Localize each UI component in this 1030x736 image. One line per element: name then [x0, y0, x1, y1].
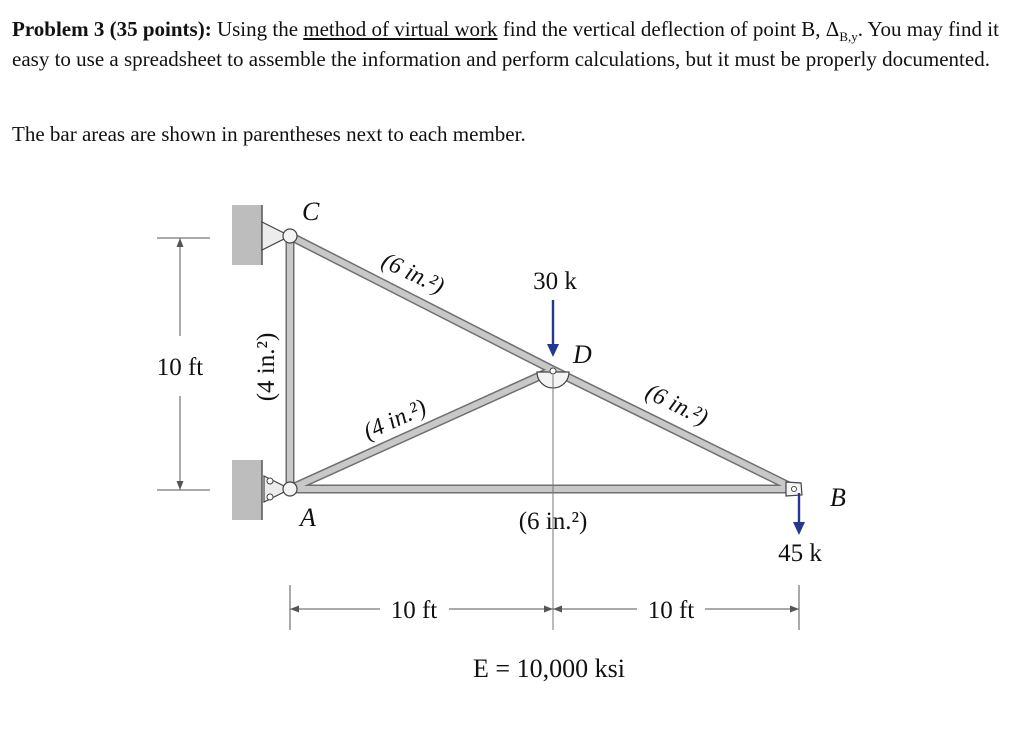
- span-arrow-a: [290, 606, 299, 613]
- joint-a: [283, 482, 297, 496]
- joint-c: [283, 229, 297, 243]
- area-label-ac: (4 in.²): [253, 332, 280, 402]
- modulus-label: E = 10,000 ksi: [473, 654, 625, 683]
- joint-b-pin: [792, 487, 797, 492]
- dim-label-span-right: 10 ft: [647, 597, 695, 624]
- member-db: [553, 370, 795, 489]
- span-arrow-mid-left: [544, 606, 553, 613]
- member-cd: [290, 236, 553, 370]
- load-arrow-b-head: [793, 522, 805, 535]
- height-dim-arrow-top: [177, 238, 184, 247]
- problem-text-2: find the vertical deflection of point B, Δ: [497, 17, 840, 41]
- load-label-d: 30 k: [533, 268, 577, 295]
- dim-label-span-left: 10 ft: [390, 597, 438, 624]
- area-label-ab: (6 in.²): [518, 508, 588, 535]
- wall-support-c: [232, 205, 262, 265]
- area-label-db: (6 in.²): [641, 379, 712, 432]
- span-arrow-mid-right: [553, 606, 562, 613]
- roller-a-bottom: [267, 494, 273, 500]
- joint-d-pin: [550, 368, 556, 374]
- delta-subscript: B,y: [839, 29, 858, 45]
- problem-text-3: . You may find it easy to use a spreadsheet to assemble the information and perform calculations, but it must be properly documented.: [12, 17, 999, 71]
- span-arrow-b: [790, 606, 799, 613]
- node-label-b: B: [830, 483, 846, 512]
- node-label-c: C: [302, 197, 320, 226]
- node-label-a: A: [300, 503, 316, 532]
- load-arrow-d-head: [547, 344, 559, 357]
- bar-area-note: The bar areas are shown in parentheses next to each member.: [12, 122, 526, 146]
- load-label-b: 45 k: [778, 540, 822, 567]
- member-ad: [290, 370, 553, 489]
- problem-text-1: Using the: [211, 17, 304, 41]
- roller-a-top: [267, 478, 273, 484]
- wall-support-a: [232, 460, 262, 520]
- dim-label-height: 10 ft: [156, 354, 204, 381]
- area-label-ad: (4 in.²): [359, 394, 431, 446]
- problem-label: Problem 3 (35 points):: [12, 17, 212, 41]
- height-dim-arrow-bottom: [177, 481, 184, 490]
- node-label-d: D: [573, 340, 592, 369]
- method-of-virtual-work-link[interactable]: method of virtual work: [303, 17, 498, 41]
- area-label-cd: (6 in.²): [377, 247, 449, 300]
